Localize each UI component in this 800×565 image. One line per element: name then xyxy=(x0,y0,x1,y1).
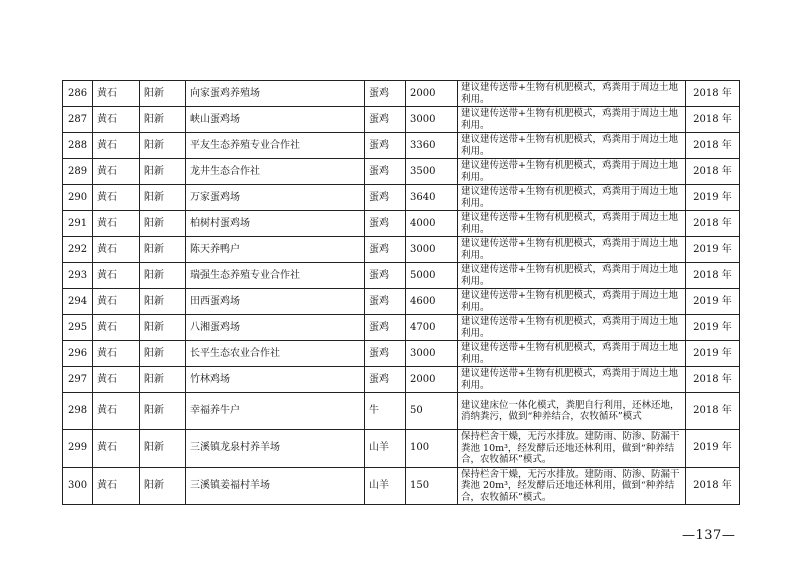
count-cell: 4600 xyxy=(406,289,458,315)
count-cell: 3000 xyxy=(406,107,458,133)
city-cell: 黄石 xyxy=(93,467,140,505)
year-cell: 2019 年 xyxy=(686,185,740,211)
table-row xyxy=(63,185,740,211)
table-row xyxy=(63,159,740,185)
city-cell: 黄石 xyxy=(93,367,140,393)
year-cell: 2018 年 xyxy=(686,159,740,185)
livestock-type-cell: 蛋鸡 xyxy=(365,81,406,107)
livestock-type-cell: 蛋鸡 xyxy=(365,211,406,237)
livestock-type-cell: 蛋鸡 xyxy=(365,289,406,315)
county-cell: 阳新 xyxy=(140,467,186,505)
city-cell: 黄石 xyxy=(93,159,140,185)
county-cell: 阳新 xyxy=(140,263,186,289)
table-row xyxy=(63,237,740,263)
treatment-description-cell: 建议建传送带+生物有机肥模式，鸡粪用于周边土地利用。 xyxy=(458,289,686,315)
year-cell: 2019 年 xyxy=(686,430,740,468)
row-number: 298 xyxy=(63,393,93,430)
city-cell: 黄石 xyxy=(93,315,140,341)
row-number: 300 xyxy=(63,467,93,505)
farm-name-cell: 陈天养鸭户 xyxy=(186,237,365,263)
year-cell: 2018 年 xyxy=(686,263,740,289)
livestock-type-cell: 蛋鸡 xyxy=(365,367,406,393)
county-cell: 阳新 xyxy=(140,185,186,211)
livestock-type-cell: 蛋鸡 xyxy=(365,185,406,211)
county-cell: 阳新 xyxy=(140,133,186,159)
treatment-description-cell: 建议建传送带+生物有机肥模式，鸡粪用于周边土地利用。 xyxy=(458,341,686,367)
year-cell: 2018 年 xyxy=(686,81,740,107)
farm-name-cell: 柏树村蛋鸡场 xyxy=(186,211,365,237)
table-row xyxy=(63,341,740,367)
table-body xyxy=(63,81,740,505)
treatment-description-cell: 建议建传送带+生物有机肥模式，鸡粪用于周边土地利用。 xyxy=(458,159,686,185)
city-cell: 黄石 xyxy=(93,263,140,289)
county-cell: 阳新 xyxy=(140,159,186,185)
count-cell: 50 xyxy=(406,393,458,430)
table-row xyxy=(63,289,740,315)
farm-name-cell: 峡山蛋鸡场 xyxy=(186,107,365,133)
year-cell: 2018 年 xyxy=(686,367,740,393)
table-row xyxy=(63,393,740,430)
count-cell: 100 xyxy=(406,430,458,468)
year-cell: 2018 年 xyxy=(686,393,740,430)
row-number: 299 xyxy=(63,430,93,468)
county-cell: 阳新 xyxy=(140,289,186,315)
city-cell: 黄石 xyxy=(93,107,140,133)
treatment-description-cell: 保持栏舍干燥，无污水排放。建防雨、防渗、防漏干粪池 10m³，经发酵后还地还林利用，做到“种养结合，农牧循环”模式。 xyxy=(458,430,686,468)
county-cell: 阳新 xyxy=(140,367,186,393)
table-row xyxy=(63,81,740,107)
year-cell: 2019 年 xyxy=(686,315,740,341)
row-number: 287 xyxy=(63,107,93,133)
count-cell: 2000 xyxy=(406,81,458,107)
livestock-type-cell: 蛋鸡 xyxy=(365,133,406,159)
livestock-type-cell: 山羊 xyxy=(365,430,406,468)
count-cell: 3360 xyxy=(406,133,458,159)
treatment-description-cell: 建议建传送带+生物有机肥模式，鸡粪用于周边土地利用。 xyxy=(458,81,686,107)
row-number: 290 xyxy=(63,185,93,211)
count-cell: 4700 xyxy=(406,315,458,341)
row-number: 289 xyxy=(63,159,93,185)
county-cell: 阳新 xyxy=(140,341,186,367)
treatment-description-cell: 建议建传送带+生物有机肥模式，鸡粪用于周边土地利用。 xyxy=(458,107,686,133)
count-cell: 3000 xyxy=(406,237,458,263)
table-row xyxy=(63,263,740,289)
treatment-description-cell: 建议建传送带+生物有机肥模式，鸡粪用于周边土地利用。 xyxy=(458,367,686,393)
treatment-description-cell: 建议建传送带+生物有机肥模式，鸡粪用于周边土地利用。 xyxy=(458,133,686,159)
count-cell: 150 xyxy=(406,467,458,505)
farm-name-cell: 八湘蛋鸡场 xyxy=(186,315,365,341)
page-number: —137— xyxy=(682,528,736,543)
farm-name-cell: 田西蛋鸡场 xyxy=(186,289,365,315)
city-cell: 黄石 xyxy=(93,133,140,159)
farm-name-cell: 向家蛋鸡养殖场 xyxy=(186,81,365,107)
table-row xyxy=(63,367,740,393)
treatment-description-cell: 建议建传送带+生物有机肥模式，鸡粪用于周边土地利用。 xyxy=(458,185,686,211)
city-cell: 黄石 xyxy=(93,393,140,430)
row-number: 295 xyxy=(63,315,93,341)
year-cell: 2018 年 xyxy=(686,133,740,159)
farm-name-cell: 长平生态农业合作社 xyxy=(186,341,365,367)
livestock-type-cell: 蛋鸡 xyxy=(365,159,406,185)
city-cell: 黄石 xyxy=(93,289,140,315)
table-row xyxy=(63,467,740,505)
treatment-description-cell: 保持栏舍干燥，无污水排放。建防雨、防渗、防漏干粪池 20m³，经发酵后还地还林利用，做到“种养结合，农牧循环”模式。 xyxy=(458,467,686,505)
year-cell: 2019 年 xyxy=(686,237,740,263)
livestock-type-cell: 牛 xyxy=(365,393,406,430)
city-cell: 黄石 xyxy=(93,185,140,211)
farm-name-cell: 瑞强生态养殖专业合作社 xyxy=(186,263,365,289)
treatment-description-cell: 建议建传送带+生物有机肥模式，鸡粪用于周边土地利用。 xyxy=(458,211,686,237)
farm-name-cell: 平友生态养殖专业合作社 xyxy=(186,133,365,159)
year-cell: 2019 年 xyxy=(686,341,740,367)
treatment-description-cell: 建议建床位一体化模式，粪肥自行利用，还林还地，消纳粪污，做到“种养结合，农牧循环”模式 xyxy=(458,393,686,430)
farm-name-cell: 幸福养牛户 xyxy=(186,393,365,430)
year-cell: 2018 年 xyxy=(686,211,740,237)
city-cell: 黄石 xyxy=(93,211,140,237)
city-cell: 黄石 xyxy=(93,430,140,468)
table-row xyxy=(63,133,740,159)
row-number: 297 xyxy=(63,367,93,393)
city-cell: 黄石 xyxy=(93,237,140,263)
county-cell: 阳新 xyxy=(140,315,186,341)
row-number: 291 xyxy=(63,211,93,237)
count-cell: 3000 xyxy=(406,341,458,367)
treatment-description-cell: 建议建传送带+生物有机肥模式，鸡粪用于周边土地利用。 xyxy=(458,237,686,263)
year-cell: 2018 年 xyxy=(686,467,740,505)
livestock-type-cell: 蛋鸡 xyxy=(365,263,406,289)
livestock-type-cell: 山羊 xyxy=(365,467,406,505)
treatment-description-cell: 建议建传送带+生物有机肥模式，鸡粪用于周边土地利用。 xyxy=(458,263,686,289)
treatment-description-cell: 建议建传送带+生物有机肥模式，鸡粪用于周边土地利用。 xyxy=(458,315,686,341)
city-cell: 黄石 xyxy=(93,341,140,367)
county-cell: 阳新 xyxy=(140,237,186,263)
count-cell: 5000 xyxy=(406,263,458,289)
row-number: 288 xyxy=(63,133,93,159)
county-cell: 阳新 xyxy=(140,430,186,468)
livestock-type-cell: 蛋鸡 xyxy=(365,315,406,341)
farm-name-cell: 竹林鸡场 xyxy=(186,367,365,393)
count-cell: 3640 xyxy=(406,185,458,211)
table-row xyxy=(63,211,740,237)
farm-name-cell: 三溪镇姜福村羊场 xyxy=(186,467,365,505)
livestock-type-cell: 蛋鸡 xyxy=(365,341,406,367)
year-cell: 2019 年 xyxy=(686,289,740,315)
row-number: 292 xyxy=(63,237,93,263)
farm-name-cell: 万家蛋鸡场 xyxy=(186,185,365,211)
year-cell: 2018 年 xyxy=(686,107,740,133)
table-row xyxy=(63,430,740,468)
count-cell: 4000 xyxy=(406,211,458,237)
farm-name-cell: 三溪镇龙泉村养羊场 xyxy=(186,430,365,468)
livestock-type-cell: 蛋鸡 xyxy=(365,237,406,263)
count-cell: 2000 xyxy=(406,367,458,393)
table-row xyxy=(63,315,740,341)
county-cell: 阳新 xyxy=(140,107,186,133)
row-number: 296 xyxy=(63,341,93,367)
city-cell: 黄石 xyxy=(93,81,140,107)
county-cell: 阳新 xyxy=(140,393,186,430)
farm-name-cell: 龙井生态合作社 xyxy=(186,159,365,185)
county-cell: 阳新 xyxy=(140,211,186,237)
row-number: 294 xyxy=(63,289,93,315)
county-cell: 阳新 xyxy=(140,81,186,107)
row-number: 286 xyxy=(63,81,93,107)
row-number: 293 xyxy=(63,263,93,289)
count-cell: 3500 xyxy=(406,159,458,185)
table-row xyxy=(63,107,740,133)
livestock-type-cell: 蛋鸡 xyxy=(365,107,406,133)
livestock-farm-table xyxy=(62,80,740,505)
